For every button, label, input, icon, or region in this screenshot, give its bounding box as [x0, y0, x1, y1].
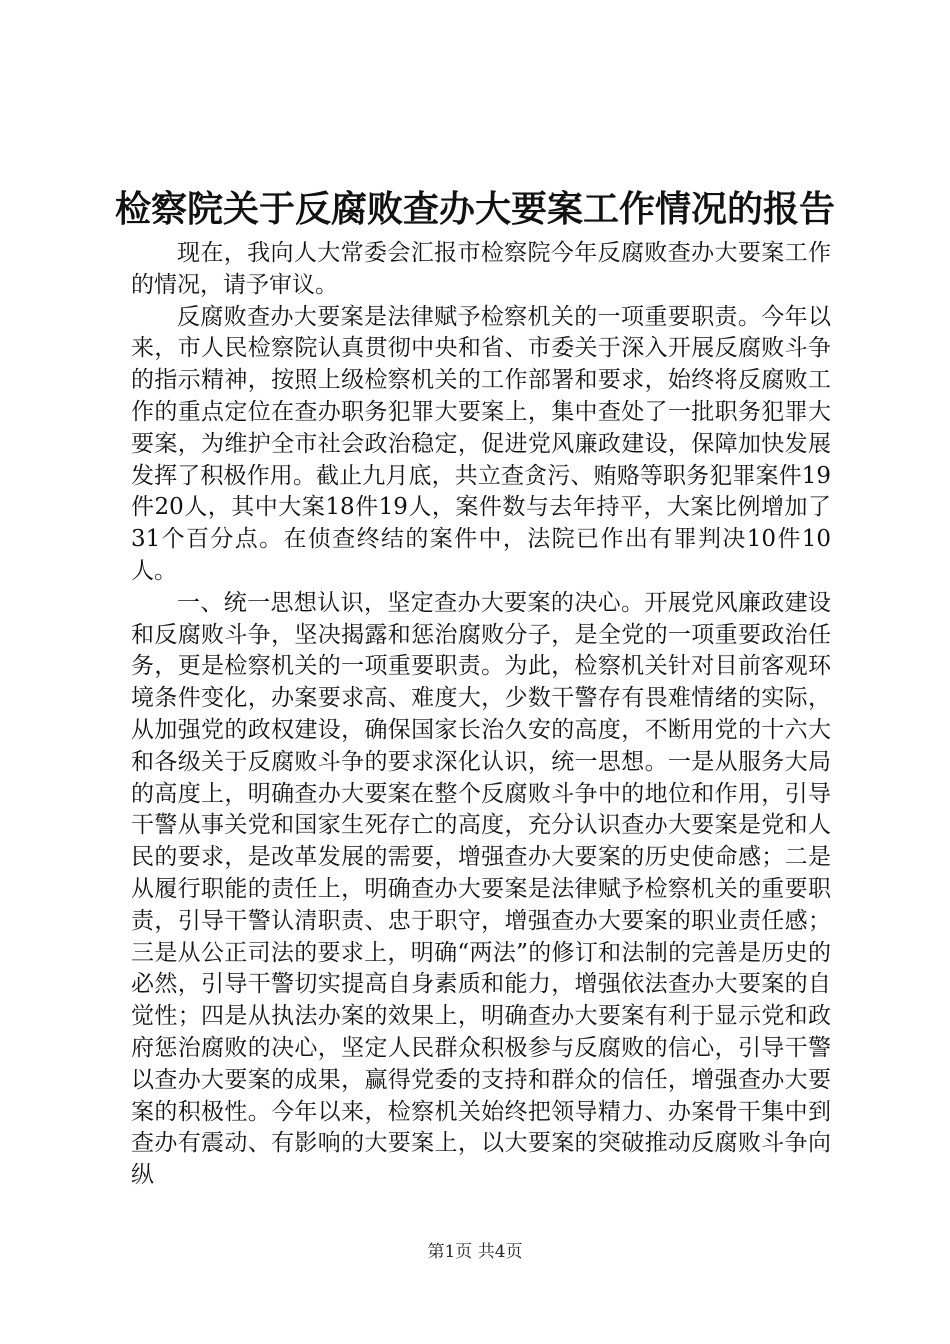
document-title: 检察院关于反腐败查办大要案工作情况的报告: [114, 188, 835, 230]
paragraph-summary: 反腐败查办大要案是法律赋予检察机关的一项重要职责。今年以来，市人民检察院认真贯彻中央和省、市委关于深入开展反腐败斗争的指示精神，按照上级检察机关的工作部署和要求，始终将反腐败工作的重点定位在查办职务犯罪大要案上，集中查处了一批职务犯罪大要案，为维护全市社会政治稳定，促进党风廉政建设，保障加快发展发挥了积极作用。截止九月底，共立查贪污、贿赂等职务犯罪案件19件20人，其中大案18件19人，案件数与去年持平，大案比例增加了31个百分点。在侦查终结的案件中，法院已作出有罪判决10件10人。: [131, 303, 831, 584]
paragraph-section-one: 一、统一思想认识，坚定查办大要案的决心。开展党风廉政建设和反腐败斗争，坚决揭露和惩治腐败分子，是全党的一项重要政治任务，更是检察机关的一项重要职责。为此，检察机关针对目前客观环境条件变化，办案要求高、难度大，少数干警存有畏难情绪的实际，从加强党的政权建设，确保国家长治久安的高度，不断用党的十六大和各级关于反腐败斗争的要求深化认识，统一思想。一是从服务大局的高度上，明确查办大要案在整个反腐败斗争中的地位和作用，引导干警从事关党和国家生死存亡的高度，充分认识查办大要案是党和人民的要求，是改革发展的需要，增强查办大要案的历史使命感；二是从履行职能的责任上，明确查办大要案是法律赋予检察机关的重要职责，引导干警认清职责、忠于职守，增强查办大要案的职业责任感；三是从公正司法的要求上，明确“两法”的修订和法制的完善是历史的必然，引导干警切实提高自身素质和能力，增强依法查办大要案的自觉性；四是从执法办案的效果上，明确查办大要案有利于显示党和政府惩治腐败的决心，坚定人民群众积极参与反腐败的信心，引导干警以查办大要案的成果，赢得党委的支持和群众的信任，增强查办大要案的积极性。今年以来，检察机关始终把领导精力、办案骨干集中到查办有震动、有影响的大要案上，以大要案的突破推动反腐败斗争向纵: [131, 589, 831, 1189]
document-body: [131, 238, 831, 1192]
paragraph-intro: 现在，我向人大常委会汇报市检察院今年反腐败查办大要案工作的情况，请予审议。: [131, 240, 831, 298]
page-number-footer: 第1页 共4页: [427, 1242, 523, 1262]
